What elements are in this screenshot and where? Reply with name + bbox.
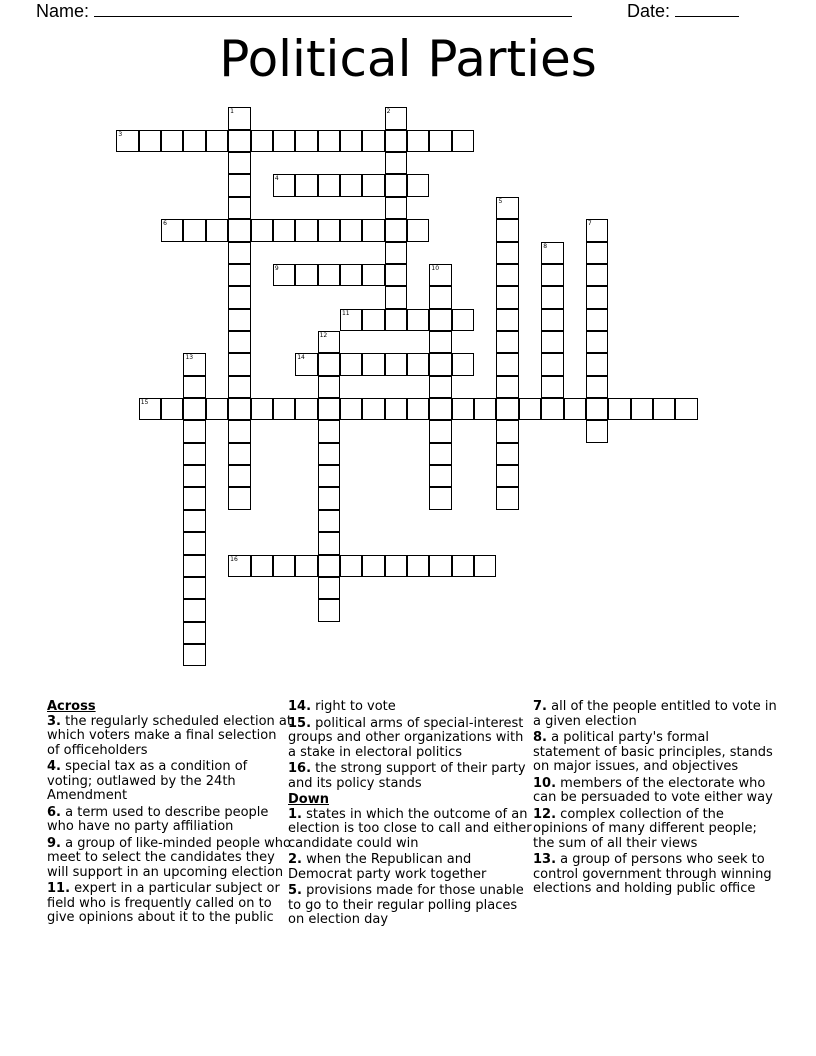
grid-cell[interactable] [541, 376, 563, 398]
clue-number-label: 1 [230, 108, 234, 116]
grid-cell[interactable] [385, 286, 407, 308]
grid-cell[interactable] [586, 219, 608, 241]
name-field[interactable] [36, 0, 572, 22]
clue-number-label: 12 [319, 331, 328, 339]
grid-cell[interactable] [206, 130, 228, 152]
grid-cell[interactable] [295, 264, 317, 286]
grid-cell[interactable] [385, 309, 407, 331]
grid-cell[interactable] [429, 130, 451, 152]
grid-cell[interactable] [407, 353, 429, 375]
grid-cell[interactable] [541, 398, 563, 420]
grid-cell[interactable] [228, 309, 250, 331]
grid-cell[interactable] [519, 398, 541, 420]
name-label: Name: [36, 1, 90, 21]
grid-cell[interactable] [318, 398, 340, 420]
grid-cell[interactable] [183, 555, 205, 577]
clue-number-label: 4 [274, 175, 279, 183]
clue-down-1: 1. states in which the outcome of an election is too close to call and either candidate could win [288, 806, 532, 851]
grid-cell[interactable] [586, 398, 608, 420]
grid-cell[interactable] [228, 219, 250, 241]
grid-cell[interactable] [385, 197, 407, 219]
clue-number-label: 2 [386, 108, 391, 116]
grid-cell[interactable] [496, 376, 518, 398]
grid-cell[interactable] [273, 264, 295, 286]
grid-cell[interactable] [161, 398, 183, 420]
grid-cell[interactable] [295, 219, 317, 241]
clue-number-label: 10 [431, 264, 440, 272]
grid-cell[interactable] [183, 353, 205, 375]
grid-cell[interactable] [318, 510, 340, 532]
grid-cell[interactable] [183, 532, 205, 554]
grid-cell[interactable] [586, 264, 608, 286]
grid-cell[interactable] [340, 555, 362, 577]
clue-number-label: 5 [498, 197, 503, 205]
grid-cell[interactable] [228, 443, 250, 465]
grid-cell[interactable] [228, 152, 250, 174]
grid-cell[interactable] [183, 465, 205, 487]
clue-number-label: 7 [587, 220, 592, 228]
grid-cell[interactable] [273, 398, 295, 420]
grid-cell[interactable] [541, 309, 563, 331]
grid-cell[interactable] [496, 353, 518, 375]
clue-down-8: 8. a political party's formal statement of basic principles, stands on major issues, and objectives [533, 730, 773, 774]
grid-cell[interactable] [496, 286, 518, 308]
grid-cell[interactable] [340, 398, 362, 420]
grid-cell[interactable] [362, 353, 384, 375]
grid-cell[interactable] [407, 309, 429, 331]
clue-number-label: 15 [140, 399, 149, 407]
page-title: Political Parties [219, 30, 597, 88]
grid-cell[interactable] [385, 242, 407, 264]
grid-cell[interactable] [318, 555, 340, 577]
grid-cell[interactable] [362, 309, 384, 331]
grid-cell[interactable] [183, 487, 205, 509]
grid-cell[interactable] [228, 264, 250, 286]
clue-across-4: 4. special tax as a condition of voting; outlawed by the 24th Amendment [47, 759, 248, 803]
grid-cell[interactable] [273, 555, 295, 577]
grid-cell[interactable] [541, 353, 563, 375]
clue-number-label: 8 [543, 242, 548, 250]
grid-cell[interactable] [228, 107, 250, 129]
grid-cell[interactable] [496, 443, 518, 465]
grid-cell[interactable] [586, 286, 608, 308]
grid-cell[interactable] [228, 555, 250, 577]
grid-cell[interactable] [318, 376, 340, 398]
grid-cell[interactable] [340, 219, 362, 241]
date-label: Date: [627, 1, 671, 21]
grid-cell[interactable] [429, 420, 451, 442]
grid-cell[interactable] [541, 242, 563, 264]
clue-number-label: 6 [163, 220, 167, 228]
grid-cell[interactable] [452, 309, 474, 331]
grid-cell[interactable] [318, 465, 340, 487]
grid-cell[interactable] [429, 443, 451, 465]
grid-cell[interactable] [496, 331, 518, 353]
grid-cell[interactable] [496, 242, 518, 264]
grid-cell[interactable] [496, 420, 518, 442]
grid-cell[interactable] [161, 130, 183, 152]
grid-cell[interactable] [362, 219, 384, 241]
grid-cell[interactable] [385, 555, 407, 577]
clue-down-7: 7. all of the people entitled to vote in a given election [533, 699, 777, 729]
grid-cell[interactable] [228, 130, 250, 152]
clue-down-2: 2. when the Republican and Democrat party work together [288, 852, 487, 882]
grid-cell[interactable] [273, 219, 295, 241]
grid-cell[interactable] [452, 353, 474, 375]
grid-cell[interactable] [496, 398, 518, 420]
grid-cell[interactable] [228, 331, 250, 353]
grid-cell[interactable] [273, 174, 295, 196]
grid-cell[interactable] [295, 398, 317, 420]
grid-cell[interactable] [362, 174, 384, 196]
grid-cell[interactable] [295, 130, 317, 152]
grid-cell[interactable] [183, 219, 205, 241]
grid-cell[interactable] [608, 398, 630, 420]
grid-cell[interactable] [228, 398, 250, 420]
grid-cell[interactable] [429, 487, 451, 509]
grid-cell[interactable] [385, 152, 407, 174]
grid-cell[interactable] [318, 443, 340, 465]
grid-cell[interactable] [340, 264, 362, 286]
clue-down-10: 10. members of the electorate who can be persuaded to vote either way [533, 775, 773, 805]
grid-cell[interactable] [116, 130, 138, 152]
grid-cell[interactable] [273, 130, 295, 152]
clues-column-3 [533, 700, 778, 899]
grid-cell[interactable] [318, 219, 340, 241]
grid-cell[interactable] [429, 309, 451, 331]
grid-cell[interactable] [429, 264, 451, 286]
grid-cell[interactable] [474, 555, 496, 577]
grid-cell[interactable] [161, 219, 183, 241]
grid-cell[interactable] [318, 264, 340, 286]
name-line[interactable] [94, 0, 572, 17]
grid-cell[interactable] [362, 555, 384, 577]
grid-cell[interactable] [228, 197, 250, 219]
grid-cell[interactable] [496, 264, 518, 286]
grid-cell[interactable] [429, 286, 451, 308]
grid-cell[interactable] [295, 353, 317, 375]
clue-down-12: 12. complex collection of the opinions of many different people; the sum of all their views [533, 806, 757, 851]
grid-cell[interactable] [407, 174, 429, 196]
clue-across-6: 6. a term used to describe people who have no party affiliation [47, 804, 269, 834]
clues-column-1 [47, 700, 292, 928]
clue-number-label: 11 [341, 309, 350, 317]
grid-cell[interactable] [228, 174, 250, 196]
clue-across-3: 3. the regularly scheduled election at which voters make a final selection of officeholders [47, 713, 292, 758]
grid-cell[interactable] [183, 420, 205, 442]
grid-cell[interactable] [385, 130, 407, 152]
grid-cell[interactable] [228, 487, 250, 509]
grid-cell[interactable] [407, 130, 429, 152]
grid-cell[interactable] [206, 219, 228, 241]
grid-cell[interactable] [429, 353, 451, 375]
grid-cell[interactable] [385, 107, 407, 129]
grid-cell[interactable] [496, 465, 518, 487]
grid-cell[interactable] [206, 398, 228, 420]
grid-cell[interactable] [631, 398, 653, 420]
grid-cell[interactable] [340, 130, 362, 152]
clue-across-14: 14. right to vote [288, 699, 396, 714]
grid-cell[interactable] [228, 465, 250, 487]
clue-across-11: 11. expert in a particular subject or field who is frequently called on to give opinions about it to the public [47, 881, 280, 925]
clue-down-5: 5. provisions made for those unable to go to their regular polling places on election day [288, 883, 524, 927]
grid-cell[interactable] [318, 331, 340, 353]
clue-across-15: 15. political arms of special-interest groups and other organizations with a stake in electoral politics [288, 715, 524, 760]
grid-cell[interactable] [318, 577, 340, 599]
grid-cell[interactable] [183, 443, 205, 465]
grid-cell[interactable] [496, 309, 518, 331]
grid-cell[interactable] [452, 555, 474, 577]
grid-cell[interactable] [429, 398, 451, 420]
grid-cell[interactable] [340, 353, 362, 375]
clue-number-label: 16 [230, 555, 238, 563]
grid-cell[interactable] [183, 599, 205, 621]
date-field[interactable] [627, 0, 739, 22]
grid-cell[interactable] [183, 130, 205, 152]
grid-cell[interactable] [586, 331, 608, 353]
grid-cell[interactable] [474, 398, 496, 420]
clues-column-2 [288, 700, 533, 930]
grid-cell[interactable] [429, 465, 451, 487]
grid-cell[interactable] [318, 532, 340, 554]
grid-cell[interactable] [295, 555, 317, 577]
grid-cell[interactable] [675, 398, 697, 420]
grid-cell[interactable] [228, 376, 250, 398]
grid-cell[interactable] [362, 398, 384, 420]
grid-cell[interactable] [139, 398, 161, 420]
grid-cell[interactable] [318, 599, 340, 621]
down-heading: Down [288, 792, 329, 807]
grid-cell[interactable] [452, 130, 474, 152]
grid-cell[interactable] [496, 487, 518, 509]
grid-cell[interactable] [362, 130, 384, 152]
grid-cell[interactable] [429, 331, 451, 353]
date-line[interactable] [675, 0, 739, 17]
grid-cell[interactable] [586, 420, 608, 442]
clue-number-label: 13 [185, 354, 194, 362]
grid-cell[interactable] [251, 130, 273, 152]
grid-cell[interactable] [496, 219, 518, 241]
grid-cell[interactable] [183, 398, 205, 420]
clue-number-label: 3 [118, 130, 123, 138]
grid-cell[interactable] [541, 264, 563, 286]
grid-cell[interactable] [385, 219, 407, 241]
grid-cell[interactable] [429, 376, 451, 398]
grid-cell[interactable] [295, 174, 317, 196]
grid-cell[interactable] [228, 353, 250, 375]
grid-cell[interactable] [385, 398, 407, 420]
clue-number-label: 14 [297, 354, 305, 362]
grid-cell[interactable] [183, 644, 205, 666]
grid-cell[interactable] [318, 174, 340, 196]
grid-cell[interactable] [407, 219, 429, 241]
grid-cell[interactable] [228, 286, 250, 308]
grid-cell[interactable] [452, 398, 474, 420]
grid-cell[interactable] [407, 398, 429, 420]
grid-cell[interactable] [429, 555, 451, 577]
grid-cell[interactable] [183, 510, 205, 532]
clue-down-13: 13. a group of persons who seek to control government through winning elections and holding public office [533, 852, 772, 896]
grid-cell[interactable] [385, 264, 407, 286]
grid-cell[interactable] [586, 242, 608, 264]
grid-cell[interactable] [251, 219, 273, 241]
grid-cell[interactable] [139, 130, 161, 152]
grid-cell[interactable] [251, 555, 273, 577]
clue-across-16: 16. the strong support of their party and its policy stands [288, 761, 526, 791]
grid-cell[interactable] [385, 353, 407, 375]
grid-cell[interactable] [183, 622, 205, 644]
grid-cell[interactable] [653, 398, 675, 420]
grid-cell[interactable] [407, 555, 429, 577]
grid-cell[interactable] [564, 398, 586, 420]
grid-cell[interactable] [586, 309, 608, 331]
grid-cell[interactable] [340, 174, 362, 196]
grid-cell[interactable] [228, 242, 250, 264]
grid-cell[interactable] [541, 331, 563, 353]
grid-cell[interactable] [318, 130, 340, 152]
grid-cell[interactable] [340, 309, 362, 331]
grid-cell[interactable] [228, 420, 250, 442]
grid-cell[interactable] [586, 353, 608, 375]
grid-cell[interactable] [362, 264, 384, 286]
clue-across-9: 9. a group of like-minded people who meet to select the candidates they will support in an upcoming election [47, 835, 291, 880]
grid-cell[interactable] [183, 577, 205, 599]
grid-cell[interactable] [251, 398, 273, 420]
clue-number-label: 9 [274, 264, 279, 272]
grid-cell[interactable] [385, 174, 407, 196]
grid-cell[interactable] [541, 286, 563, 308]
grid-cell[interactable] [586, 376, 608, 398]
grid-cell[interactable] [318, 487, 340, 509]
grid-cell[interactable] [496, 197, 518, 219]
grid-cell[interactable] [318, 420, 340, 442]
grid-cell[interactable] [183, 376, 205, 398]
across-heading: Across [47, 699, 96, 714]
grid-cell[interactable] [318, 353, 340, 375]
